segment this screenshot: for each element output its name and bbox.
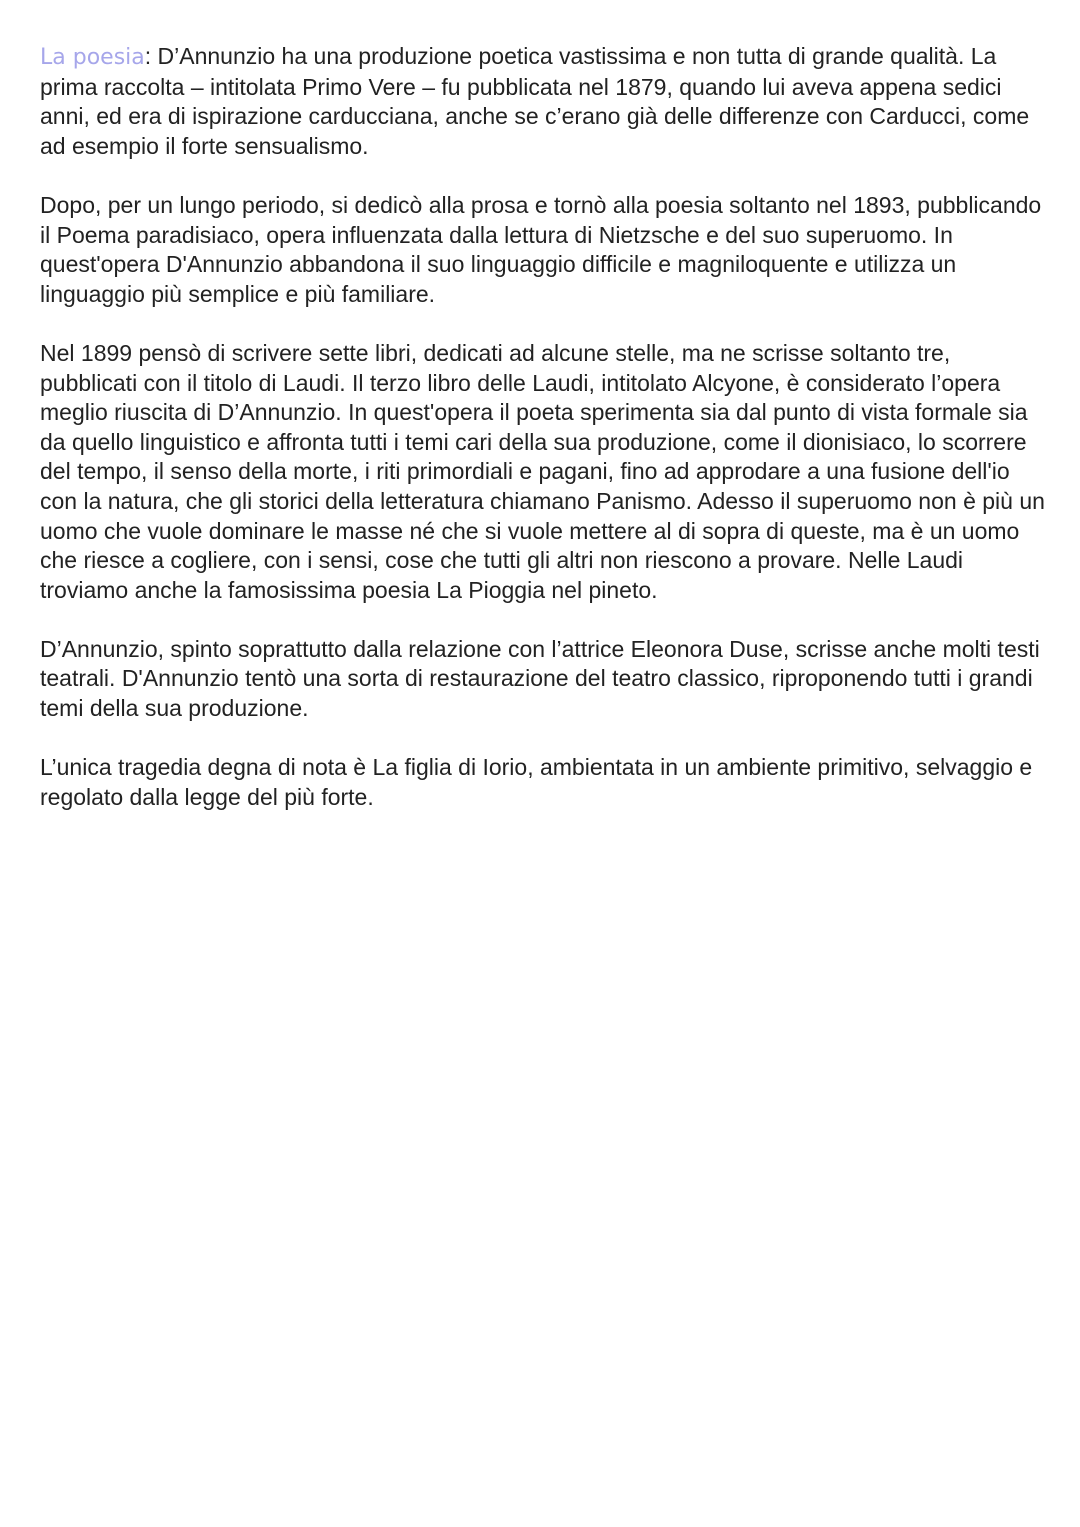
- paragraph-tragedia: L’unica tragedia degna di nota è La figlia di Iorio, ambientata in un ambiente primitivo, selvaggio e regolato dalla legge del più forte.: [40, 754, 1033, 810]
- paragraph-poema-paradisiaco: Dopo, per un lungo periodo, si dedicò alla prosa e tornò alla poesia soltanto nel 1893, pubblicando il Poema paradisiaco, opera influenzata dalla lettura di Nietzsche e del suo superuomo. In quest'opera D'Annunzio abbandona il suo linguaggio difficile e magniloquente e utilizza un linguaggio più semplice e più familiare.: [40, 191, 1042, 307]
- heading-separator: :: [144, 43, 152, 69]
- paragraph-intro: [40, 42, 1050, 161]
- paragraph-laudi: Nel 1899 pensò di scrivere sette libri, dedicati ad alcune stelle, ma ne scrisse soltanto tre, pubblicati con il titolo di Laudi. Il terzo libro delle Laudi, intitolato Alcyone, è considerato l’opera meglio riuscita di D’Annunzio. In quest'opera il poeta sperimenta sia dal punto di vista formale sia da quello linguistico e affronta tutti i temi cari della sua produzione, come il dionisiaco, lo scorrere del tempo, il senso della morte, i riti primordiali e pagani, fino ad approdare a una fusione dell'io con la natura, che gli storici della letteratura chiamano Panismo. Adesso il superuomo non è più un uomo che vuole dominare le masse né che si vuole mettere al di sopra di queste, ma è un uomo che riesce a cogliere, con i sensi, cose che tutti gli altri non riescono a provare. Nelle Laudi troviamo anche la famosissima poesia La Pioggia nel pineto.: [40, 339, 1045, 603]
- paragraph-text: D’Annunzio ha una produzione poetica vastissima e non tutta di grande qualità. La prima raccolta – intitolata Primo Vere – fu pubblicata nel 1879, quando lui aveva appena sedici anni, ed era di ispirazione carducciana, anche se c’erano già delle differenze con Carducci, come ad esempio il forte sensualismo.: [40, 43, 1030, 159]
- document-page: [40, 42, 1050, 842]
- paragraph-teatro: D’Annunzio, spinto soprattutto dalla relazione con l’attrice Eleonora Duse, scrisse anche molti testi teatrali. D'Annunzio tentò una sorta di restaurazione del teatro classico, riproponendo tutti i grandi temi della sua produzione.: [40, 635, 1040, 722]
- section-heading: La poesia: [40, 45, 145, 70]
